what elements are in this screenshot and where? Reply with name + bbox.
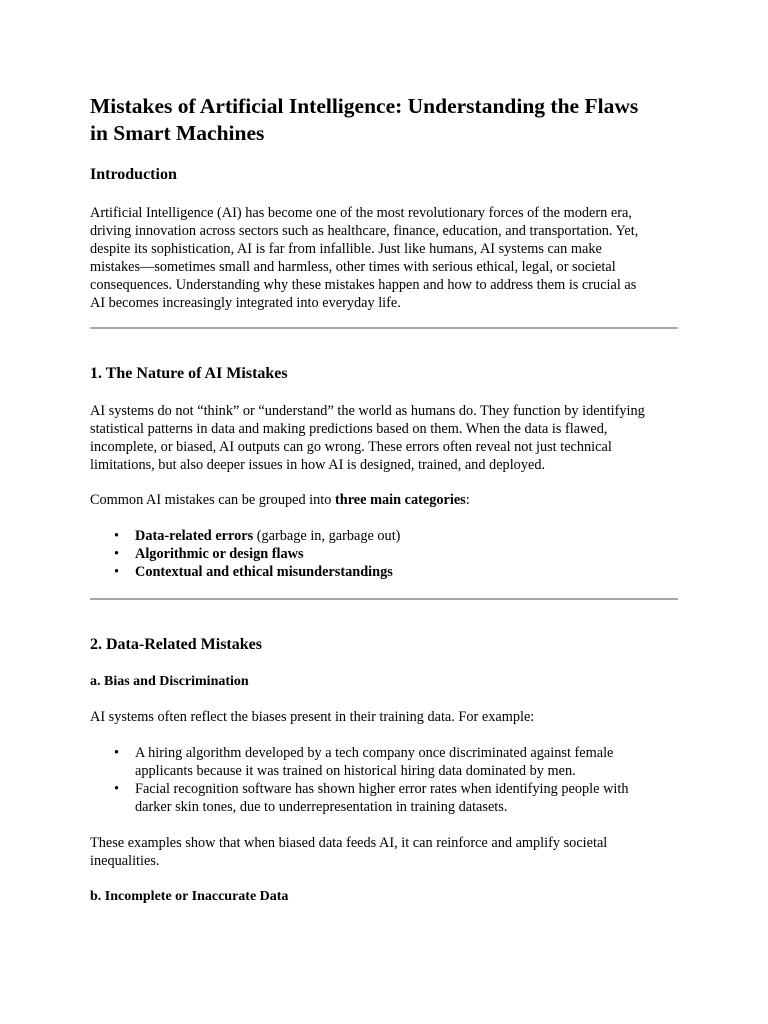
text-line: consequences. Understanding why these mistakes happen and how to address them is crucial as (90, 277, 637, 293)
section2-intro: AI systems often reflect the biases present in their training data. For example: (90, 709, 535, 725)
categories-bold: three main categories (335, 492, 466, 508)
intro-paragraph (90, 204, 638, 312)
list-item (90, 545, 400, 563)
text-line: AI becomes increasingly integrated into everyday life. (90, 295, 401, 311)
list-item (90, 780, 629, 816)
intro-heading: Introduction (90, 166, 177, 183)
text-line: • A hiring algorithm developed by a tech company once discriminated against female (135, 745, 614, 761)
text-line: incomplete, or biased, AI outputs can go wrong. These errors often reveal not just technical (90, 439, 612, 455)
text-line: • Facial recognition software has shown higher error rates when identifying people with (135, 781, 629, 797)
categories-pre: Common AI mistakes can be grouped into (90, 492, 335, 508)
document-title (90, 93, 690, 147)
title-line: Mistakes of Artificial Intelligence: Understanding the Flaws (90, 94, 639, 118)
section2-heading: 2. Data-Related Mistakes (90, 636, 262, 653)
list-item-text: (garbage in, garbage out) (253, 528, 401, 544)
list-item-bold: Algorithmic or design flaws (135, 546, 304, 562)
list-item (90, 527, 400, 545)
section2-conclusion (90, 834, 607, 870)
categories-list (90, 527, 400, 581)
section-divider (90, 327, 678, 329)
text-line: applicants because it was trained on historical hiring data dominated by men. (135, 763, 576, 779)
text-line: inequalities. (90, 853, 160, 869)
list-item-bold: Data-related errors (135, 528, 254, 544)
text-line: driving innovation across sectors such as healthcare, finance, education, and transportation. Yet, (90, 223, 639, 239)
text-line: AI systems do not “think” or “understand” the world as humans do. They function by identifying (90, 403, 645, 419)
text-line: mistakes—sometimes small and harmless, other times with serious ethical, legal, or societal (90, 259, 616, 275)
section-divider (90, 598, 678, 600)
text-line: statistical patterns in data and making predictions based on them. When the data is flawed, (90, 421, 608, 437)
examples-list (90, 744, 629, 816)
text-line: These examples show that when biased data feeds AI, it can reinforce and amplify societal (90, 835, 608, 851)
categories-post: : (465, 492, 470, 508)
list-item (90, 744, 629, 780)
list-item (90, 563, 400, 581)
text-line: despite its sophistication, AI is far from infallible. Just like humans, AI systems can make (90, 241, 602, 257)
text-line: darker skin tones, due to underrepresentation in training datasets. (135, 799, 508, 815)
section1-paragraph (90, 402, 645, 474)
title-line: in Smart Machines (90, 121, 265, 145)
list-item-bold: Contextual and ethical misunderstandings (135, 564, 393, 580)
categories-intro (90, 491, 470, 509)
section1-heading: 1. The Nature of AI Mistakes (90, 365, 288, 382)
subsection-b-heading: b. Incomplete or Inaccurate Data (90, 889, 289, 904)
subsection-a-heading: a. Bias and Discrimination (90, 674, 249, 689)
text-line: limitations, but also deeper issues in how AI is designed, trained, and deployed. (90, 457, 546, 473)
text-line: Artificial Intelligence (AI) has become one of the most revolutionary forces of the modern era, (90, 205, 632, 221)
